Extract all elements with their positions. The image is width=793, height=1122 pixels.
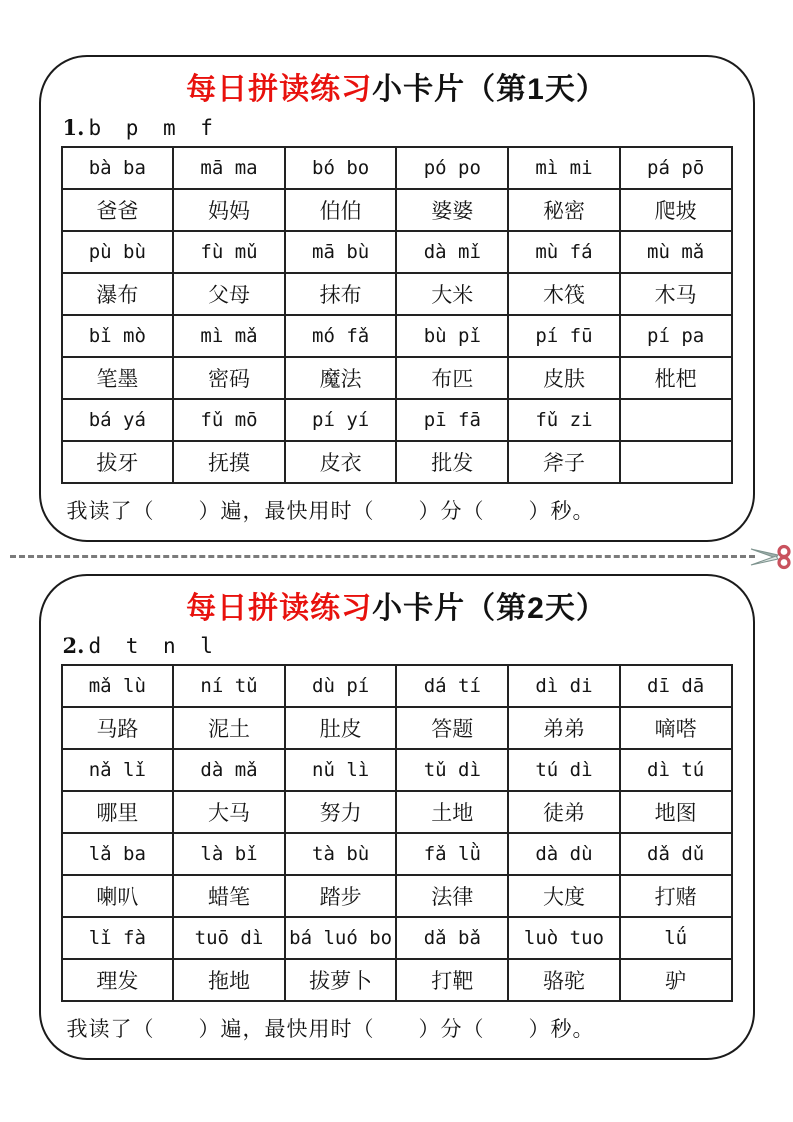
section-number: 2. [62,633,85,658]
word-cell: 伯伯 [285,189,397,231]
word-cell: dì tú [620,749,732,791]
word-cell: mó fǎ [285,315,397,357]
word-cell: mì mi [508,147,620,189]
word-cell: bá yá [62,399,174,441]
word-cell: 大米 [396,273,508,315]
word-cell: 皮肤 [508,357,620,399]
word-cell: tuō dì [173,917,285,959]
word-cell: pí pa [620,315,732,357]
section-letters: b p m f [88,115,219,140]
word-table-day2 [61,664,733,1002]
word-cell: pó po [396,147,508,189]
word-cell: 哪里 [62,791,174,833]
word-cell: dà mǐ [396,231,508,273]
score-line: 我读了（ ）遍，最快用时（ ）分（ ）秒。 [66,499,595,523]
word-cell [620,399,732,441]
word-cell: pá pō [620,147,732,189]
hanzi-row [62,791,732,833]
card-title-black: 小卡片（第2天） [372,591,607,625]
word-cell: 徒弟 [508,791,620,833]
pinyin-row [62,315,732,357]
word-cell: 理发 [62,959,174,1001]
card-title [61,590,733,628]
word-cell: mù mǎ [620,231,732,273]
word-cell: 爸爸 [62,189,174,231]
pinyin-row [62,833,732,875]
word-cell: luò tuo [508,917,620,959]
word-cell: 婆婆 [396,189,508,231]
word-cell: dà mǎ [173,749,285,791]
word-cell: mǎ lù [62,665,174,707]
word-cell: nǎ lǐ [62,749,174,791]
word-cell: mā bù [285,231,397,273]
word-cell: 木马 [620,273,732,315]
word-cell: fǎ lǜ [396,833,508,875]
word-cell: pí fū [508,315,620,357]
word-cell: 妈妈 [173,189,285,231]
word-cell: mù fá [508,231,620,273]
cut-line [10,555,755,558]
word-cell: 踏步 [285,875,397,917]
card-title-black: 小卡片（第1天） [372,73,607,106]
pinyin-row [62,917,732,959]
word-cell: 答题 [396,707,508,749]
pinyin-row [62,665,732,707]
word-cell: 父母 [173,273,285,315]
word-cell: ní tǔ [173,665,285,707]
section-number: 1. [62,114,85,140]
word-cell: lǘ [620,917,732,959]
pinyin-row [62,749,732,791]
word-cell: 骆驼 [508,959,620,1001]
practice-card-day2 [39,574,755,1061]
word-cell: 斧子 [508,441,620,483]
word-cell: 大马 [173,791,285,833]
pinyin-row [62,231,732,273]
word-cell: 嘀嗒 [620,707,732,749]
word-cell: 皮衣 [285,441,397,483]
word-cell: 布匹 [396,357,508,399]
word-cell: bó bo [285,147,397,189]
pinyin-row [62,147,732,189]
word-cell: tǔ dì [396,749,508,791]
word-cell: 大度 [508,875,620,917]
word-cell: pù bù [62,231,174,273]
word-cell: fǔ zi [508,399,620,441]
word-cell: bù pǐ [396,315,508,357]
scissors-icon [749,544,793,570]
card-title [61,71,733,109]
word-cell: 打靶 [396,959,508,1001]
word-cell: 爬坡 [620,189,732,231]
word-cell: 秘密 [508,189,620,231]
word-cell: lǎ ba [62,833,174,875]
word-cell: 马路 [62,707,174,749]
word-cell: bǐ mò [62,315,174,357]
word-cell: 抹布 [285,273,397,315]
hanzi-row [62,959,732,1001]
word-cell: 木筏 [508,273,620,315]
word-cell: 弟弟 [508,707,620,749]
word-cell: 魔法 [285,357,397,399]
card-title-red: 每日拼读练习 [186,591,373,625]
hanzi-row [62,707,732,749]
practice-card-day1 [39,55,755,542]
word-cell: 努力 [285,791,397,833]
hanzi-row [62,273,732,315]
section-label [63,633,733,659]
word-cell: 法律 [396,875,508,917]
word-cell: nǔ lì [285,749,397,791]
word-cell: 密码 [173,357,285,399]
word-cell: 笔墨 [62,357,174,399]
hanzi-row [62,357,732,399]
word-cell: 肚皮 [285,707,397,749]
word-cell: 拔萝卜 [285,959,397,1001]
word-cell: 抚摸 [173,441,285,483]
word-cell: dì di [508,665,620,707]
word-cell: 瀑布 [62,273,174,315]
card-title-red: 每日拼读练习 [186,73,373,106]
word-cell: 枇杷 [620,357,732,399]
word-cell: là bǐ [173,833,285,875]
word-cell: dǎ dǔ [620,833,732,875]
word-cell: bà ba [62,147,174,189]
section-label [63,115,733,141]
word-table-day1 [61,146,733,484]
word-cell: fù mǔ [173,231,285,273]
word-cell: mì mǎ [173,315,285,357]
word-cell: fǔ mō [173,399,285,441]
word-cell [620,441,732,483]
section-letters: d t n l [88,634,219,658]
word-cell: lǐ fà [62,917,174,959]
hanzi-row [62,189,732,231]
hanzi-row [62,875,732,917]
word-cell: mā ma [173,147,285,189]
word-cell: dà dù [508,833,620,875]
word-cell: 泥土 [173,707,285,749]
word-cell: dī dā [620,665,732,707]
word-cell: 批发 [396,441,508,483]
hanzi-row [62,441,732,483]
word-cell: pī fā [396,399,508,441]
word-cell: 地图 [620,791,732,833]
word-cell: dǎ bǎ [396,917,508,959]
word-cell: 拔牙 [62,441,174,483]
word-cell: dù pí [285,665,397,707]
pinyin-row [62,399,732,441]
word-cell: dá tí [396,665,508,707]
word-cell: bá luó bo [285,917,397,959]
word-cell: tà bù [285,833,397,875]
word-cell: 拖地 [173,959,285,1001]
score-line: 我读了（ ）遍，最快用时（ ）分（ ）秒。 [66,1018,595,1041]
word-cell: 蜡笔 [173,875,285,917]
word-cell: tú dì [508,749,620,791]
word-cell: 打赌 [620,875,732,917]
word-cell: 土地 [396,791,508,833]
word-cell: pí yí [285,399,397,441]
word-cell: 驴 [620,959,732,1001]
word-cell: 喇叭 [62,875,174,917]
